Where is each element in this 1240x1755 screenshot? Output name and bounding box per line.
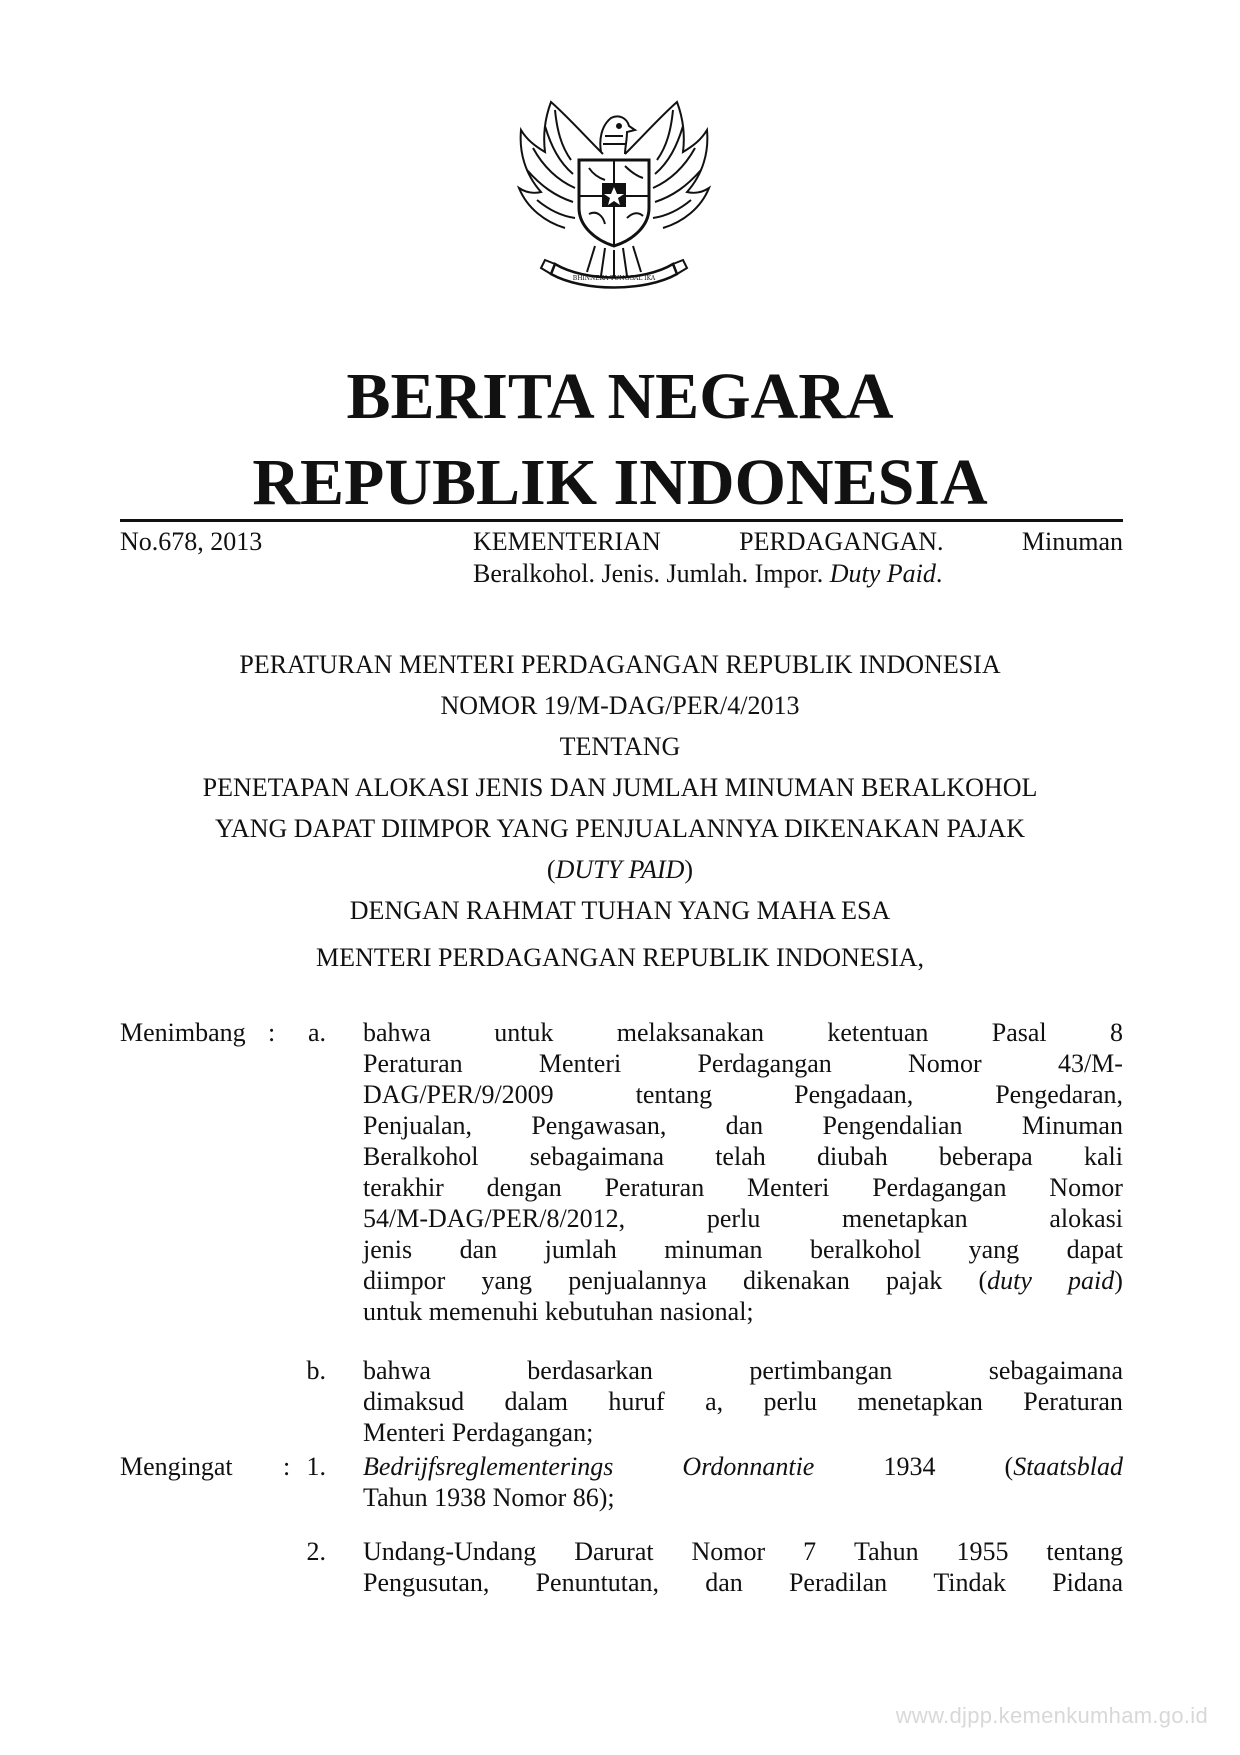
title-line: PERATURAN MENTERI PERDAGANGAN REPUBLIK INDONESIA bbox=[239, 650, 1001, 679]
opening-line: MENTERI PERDAGANGAN REPUBLIK INDONESIA, bbox=[315, 943, 925, 972]
title-line: YANG DAPAT DIIMPOR YANG PENJUALANNYA DIKENAKAN PAJAK bbox=[215, 814, 1025, 843]
title-paren-open: ( bbox=[546, 855, 556, 884]
item-line: Penjualan, Pengawasan, dan Pengendalian Minuman bbox=[363, 1111, 1123, 1140]
subject-line2: Beralkohol. Jenis. Jumlah. Impor. bbox=[473, 559, 824, 588]
item-line: dimaksud dalam huruf a, perlu menetapkan Peraturan bbox=[363, 1387, 1123, 1416]
item-line: Menteri Perdagangan; bbox=[363, 1418, 594, 1447]
item-line: Undang-Undang Darurat Nomor 7 Tahun 1955 tentang bbox=[363, 1537, 1123, 1566]
item-line: Peraturan Menteri Perdagangan Nomor 43/M- bbox=[363, 1049, 1123, 1078]
section-colon: : bbox=[283, 1452, 291, 1481]
item-marker: b. bbox=[306, 1356, 326, 1385]
item-line: untuk memenuhi kebutuhan nasional; bbox=[363, 1297, 754, 1326]
subject-italic: Duty Paid bbox=[829, 559, 936, 588]
subject-word: Minuman bbox=[1021, 527, 1123, 556]
item-marker: 2. bbox=[306, 1537, 326, 1566]
item-marker: a. bbox=[307, 1018, 326, 1047]
menimbang-item-b bbox=[363, 1355, 1123, 1448]
item-line: 54/M-DAG/PER/8/2012, perlu menetapkan alokasi bbox=[363, 1204, 1123, 1233]
item-line: Pengusutan, Penuntutan, dan Peradilan Tindak Pidana bbox=[363, 1568, 1123, 1597]
item-line: Bedrijfsreglementerings Ordonnantie 1934 (Staatsblad bbox=[363, 1452, 1123, 1481]
regulation-title bbox=[0, 644, 1240, 890]
section-label-menimbang: Menimbang : bbox=[120, 1018, 276, 1047]
masthead-subtitle: REPUBLIK INDONESIA bbox=[252, 446, 988, 519]
masthead-rule bbox=[120, 519, 1123, 522]
opening-line: DENGAN RAHMAT TUHAN YANG MAHA ESA bbox=[349, 896, 891, 925]
item-line: jenis dan jumlah minuman beralkohol yang dapat bbox=[363, 1235, 1123, 1264]
title-line: TENTANG bbox=[559, 732, 681, 761]
item-line: Tahun 1938 Nomor 86); bbox=[363, 1483, 615, 1512]
subject-word: PERDAGANGAN. bbox=[739, 527, 944, 556]
section-colon: : bbox=[268, 1018, 276, 1047]
title-line bbox=[0, 849, 1240, 890]
subject-word: KEMENTERIAN bbox=[473, 527, 661, 556]
garuda-emblem-icon bbox=[515, 96, 713, 292]
title-paren-close: ) bbox=[684, 855, 694, 884]
item-line: Beralkohol sebagaimana telah diubah beberapa kali bbox=[363, 1142, 1123, 1171]
subject-end: . bbox=[935, 559, 943, 588]
item-line: bahwa berdasarkan pertimbangan sebagaimana bbox=[363, 1356, 1123, 1385]
item-line: terakhir dengan Peraturan Menteri Perdagangan Nomor bbox=[363, 1173, 1123, 1202]
gazette-subject bbox=[473, 526, 1123, 590]
watermark-url: www.djpp.kemenkumham.go.id bbox=[895, 1703, 1208, 1728]
title-line: PENETAPAN ALOKASI JENIS DAN JUMLAH MINUMAN BERALKOHOL bbox=[202, 773, 1038, 802]
item-marker: 1. bbox=[306, 1452, 326, 1481]
gazette-number: No.678, 2013 bbox=[120, 527, 263, 556]
menimbang-item-a bbox=[363, 1017, 1123, 1327]
mengingat-item-2 bbox=[363, 1536, 1123, 1598]
title-line: NOMOR 19/M-DAG/PER/4/2013 bbox=[440, 691, 800, 720]
section-label-mengingat: Mengingat : bbox=[120, 1452, 291, 1481]
item-line: DAG/PER/9/2009 tentang Pengadaan, Pengedaran, bbox=[363, 1080, 1123, 1109]
masthead-title: BERITA NEGARA bbox=[346, 360, 894, 433]
title-italic: DUTY PAID bbox=[555, 855, 685, 884]
mengingat-item-1 bbox=[363, 1451, 1123, 1513]
emblem-motto: BHINNEKA TUNGGAL IKA bbox=[572, 275, 656, 282]
opening-formula bbox=[0, 887, 1240, 981]
item-line: diimpor yang penjualannya dikenakan pajak (duty paid) bbox=[363, 1266, 1123, 1295]
item-line: bahwa untuk melaksanakan ketentuan Pasal 8 bbox=[363, 1018, 1123, 1047]
